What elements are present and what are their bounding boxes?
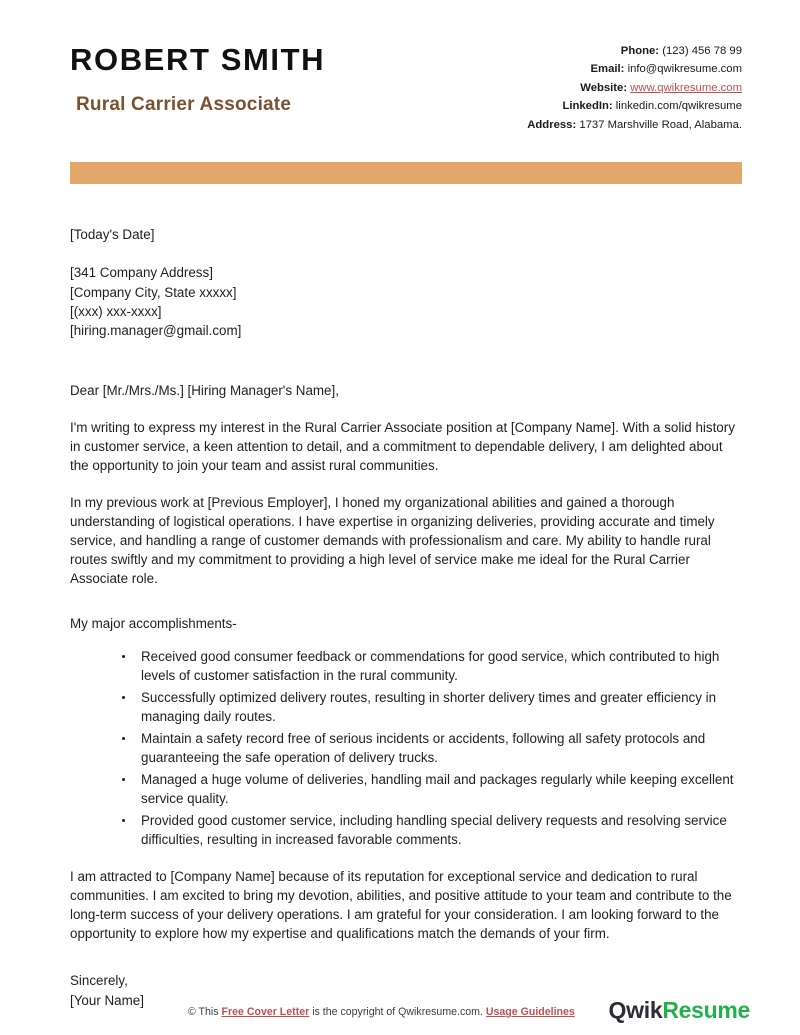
contact-value-email: info@qwikresume.com (627, 63, 742, 76)
usage-guidelines-link[interactable]: Usage Guidelines (485, 1006, 575, 1018)
list-item: Successfully optimized delivery routes, resulting in shorter delivery times and greater efficiency in managing daily routes. (122, 688, 738, 726)
contact-label-linkedin: LinkedIn: (562, 100, 613, 113)
contact-label-email: Email: (590, 63, 625, 76)
signature-name: [Your Name] (70, 992, 144, 1008)
closing-paragraph: I am attracted to [Company Name] because of its reputation for exceptional service and dedication to rural communities. I am excited to bring my devotion, abilities, and positive attitude to your team and contribute to the long-term success of your delivery operations. I am grateful for your consideration. I am looking forward to the opportunity to explore how my expertise and qualifications match the demands of your firm. (70, 869, 732, 942)
contact-value-website-link[interactable]: www.qwikresume.com (630, 81, 742, 94)
contact-label-address: Address: (527, 118, 577, 131)
contact-label-website: Website: (580, 81, 628, 94)
applicant-name: ROBERT SMITH (70, 42, 326, 77)
contact-value-address: 1737 Marshville Road, Alabama. (579, 118, 742, 131)
contact-label-phone: Phone: (620, 45, 660, 57)
list-item: Provided good customer service, including handling special delivery requests and resolving service difficulties, resulting in increased favorable comments. (122, 811, 738, 849)
list-item: Managed a huge volume of deliveries, handling mail and packages regularly while keeping excellent service quality. (122, 770, 738, 808)
letter-header (0, 0, 800, 134)
contact-row-website (527, 79, 742, 97)
free-cover-letter-link[interactable]: Free Cover Letter (221, 1006, 310, 1018)
contact-row-linkedin (527, 97, 742, 115)
list-item: Maintain a safety record free of serious incidents or accidents, following all safety protocols and guaranteeing the safe operation of delivery trucks. (122, 729, 738, 767)
letter-body (0, 225, 800, 1010)
identity-block (70, 36, 325, 116)
recipient-address-block (70, 263, 738, 340)
date-block (70, 225, 738, 244)
contact-value-phone: (123) 456 78 99 (662, 45, 742, 57)
body-paragraph-1: I'm writing to express my interest in the Rural Carrier Associate position at [Company Name]. With a solid history in customer service, a keen attention to detail, and a commitment to dependable delivery, I am delighted about the opportunity to join your team and assist rural communities. (70, 419, 735, 473)
body-paragraph-2: In my previous work at [Previous Employer], I honed my organizational abilities and gained a thorough understanding of logistical operations. I have expertise in organizing deliveries, providing accurate and timely service, and handling a range of customer demands with professionalism and care. My ability to handle rural routes swiftly and my commitment to providing a high level of service make me ideal for the Rural Carrier Associate role. (70, 494, 715, 586)
contact-row-email (527, 60, 742, 78)
recipient-line-email: [hiring.manager@gmail.com] (70, 323, 242, 339)
recipient-line-phone: [(xxx) xxx-xxxx] (70, 303, 162, 319)
copyright-prefix: © This (188, 1006, 222, 1018)
list-item: Received good consumer feedback or commendations for good service, which contributed to high levels of customer satisfaction in the rural community. (122, 647, 738, 685)
letter-date: [Today's Date] (70, 227, 155, 243)
copyright-notice (188, 1006, 575, 1024)
accomplishments-list (70, 647, 738, 849)
logo-text-resume: Resume (662, 997, 750, 1023)
qwikresume-logo (609, 997, 776, 1024)
contact-row-phone (527, 42, 742, 60)
signoff-text: Sincerely, (70, 973, 128, 989)
copyright-middle: is the copyright of Qwikresume.com. (309, 1006, 486, 1018)
contact-details (527, 36, 742, 134)
salutation: Dear [Mr./Mrs./Ms.] [Hiring Manager's Name], (70, 382, 339, 398)
contact-value-linkedin: linkedin.com/qwikresume (615, 100, 742, 113)
header-accent-bar (70, 162, 742, 184)
accomplishments-heading: My major accomplishments- (70, 615, 237, 631)
page-footer (0, 997, 800, 1024)
contact-row-address (527, 116, 742, 134)
recipient-line-city: [Company City, State xxxxx] (70, 284, 237, 300)
recipient-line-street: [341 Company Address] (70, 265, 213, 281)
applicant-job-title: Rural Carrier Associate (76, 93, 292, 115)
logo-text-qwik: Qwik (608, 997, 663, 1023)
